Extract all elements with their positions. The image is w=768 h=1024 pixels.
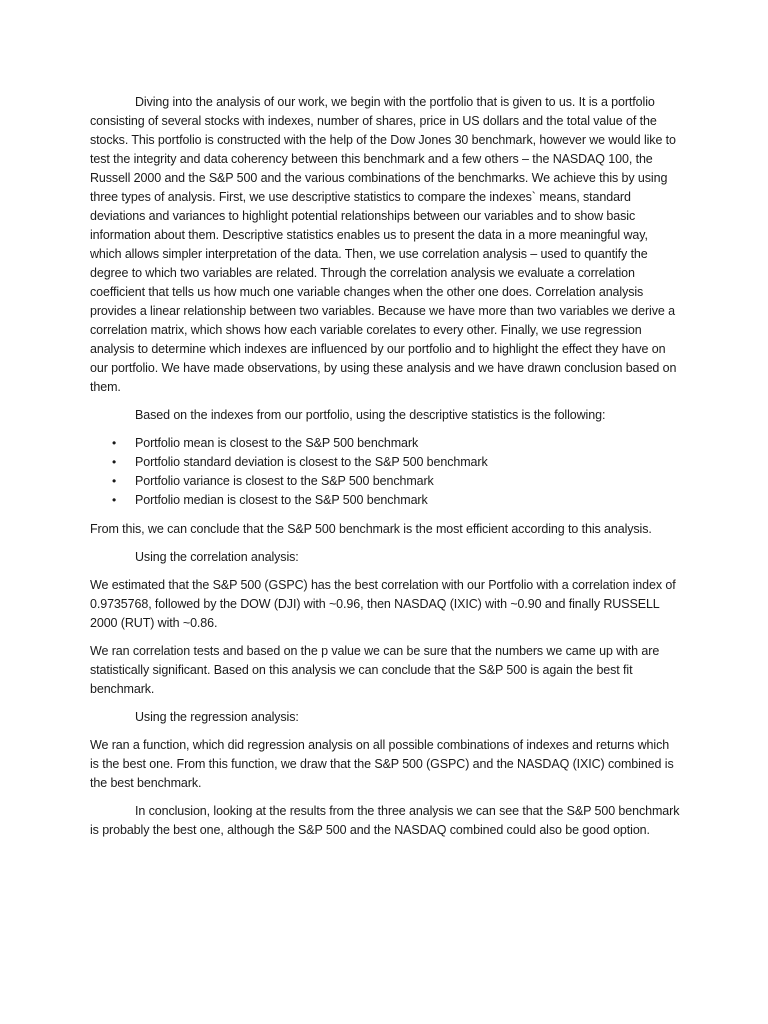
list-item	[90, 453, 680, 472]
descriptive-conclusion-paragraph: From this, we can conclude that the S&P 500 benchmark is the most efficient according to this analysis.	[90, 522, 652, 536]
bullet-icon: •	[112, 436, 117, 450]
bullet-icon: •	[112, 493, 117, 507]
conclusion-paragraph: In conclusion, looking at the results from the three analysis we can see that the S&P 500 benchmark is probably the best one, although the S&P 500 and the NASDAQ combined could also be good option.	[90, 804, 680, 837]
descriptive-intro-paragraph: Based on the indexes from our portfolio, using the descriptive statistics is the following:	[135, 408, 606, 422]
intro-paragraph: Diving into the analysis of our work, we begin with the portfolio that is given to us. It is a portfolio consisting of several stocks with indexes, number of shares, price in US dollars and the total value of the stocks. This portfolio is constructed with the help of the Dow Jones 30 benchmark, however we would like to test the integrity and data coherency between this benchmark and a few others – the NASDAQ 100, the Russell 2000 and the S&P 500 and the various combinations of the benchmarks. We achieve this by using three types of analysis. First, we use descriptive statistics to compare the indexes` means, standard deviations and variances to highlight potential relationships between our variables and to show basic information about them. Descriptive statistics enables us to present the data in a more meaningful way, which allows simpler interpretation of the data. Then, we use correlation analysis – used to quantify the degree to which two variables are related. Through the correlation analysis we evaluate a correlation coefficient that tells us how much one variable changes when the other one does. Correlation analysis provides a linear relationship between two variables. Because we have more than two variables we derive a correlation matrix, which shows how each variable corelates to every other. Finally, we use regression analysis to determine which indexes are influenced by our portfolio and to highlight the effect they have on our portfolio. We have made observations, by using these analysis and we have drawn conclusion based on them.	[90, 95, 677, 394]
correlation-heading: Using the correlation analysis:	[135, 550, 299, 564]
bullet-icon: •	[112, 455, 117, 469]
list-item	[90, 472, 680, 491]
list-item-text: Portfolio mean is closest to the S&P 500 benchmark	[135, 436, 419, 450]
bullet-icon: •	[112, 474, 117, 488]
list-item-text: Portfolio variance is closest to the S&P 500 benchmark	[135, 474, 434, 488]
correlation-tests-paragraph: We ran correlation tests and based on the p value we can be sure that the numbers we came up with are statistically significant. Based on this analysis we can conclude that the S&P 500 is again the best fit benchmark.	[90, 644, 660, 696]
regression-result-paragraph: We ran a function, which did regression analysis on all possible combinations of indexes and returns which is the best one. From this function, we draw that the S&P 500 (GSPC) and the NASDAQ (IXIC) combined is the best benchmark.	[90, 738, 674, 790]
list-item-text: Portfolio standard deviation is closest to the S&P 500 benchmark	[135, 455, 488, 469]
regression-heading: Using the regression analysis:	[135, 710, 299, 724]
document-page	[90, 93, 680, 849]
list-item	[90, 434, 680, 453]
correlation-result-paragraph: We estimated that the S&P 500 (GSPC) has the best correlation with our Portfolio with a correlation index of 0.9735768, followed by the DOW (DJI) with ~0.96, then NASDAQ (IXIC) with ~0.90 and finally RUSSELL 2000 (RUT) with ~0.86.	[90, 578, 676, 630]
list-item	[90, 491, 680, 510]
list-item-text: Portfolio median is closest to the S&P 500 benchmark	[135, 493, 428, 507]
descriptive-results-list	[90, 434, 680, 510]
